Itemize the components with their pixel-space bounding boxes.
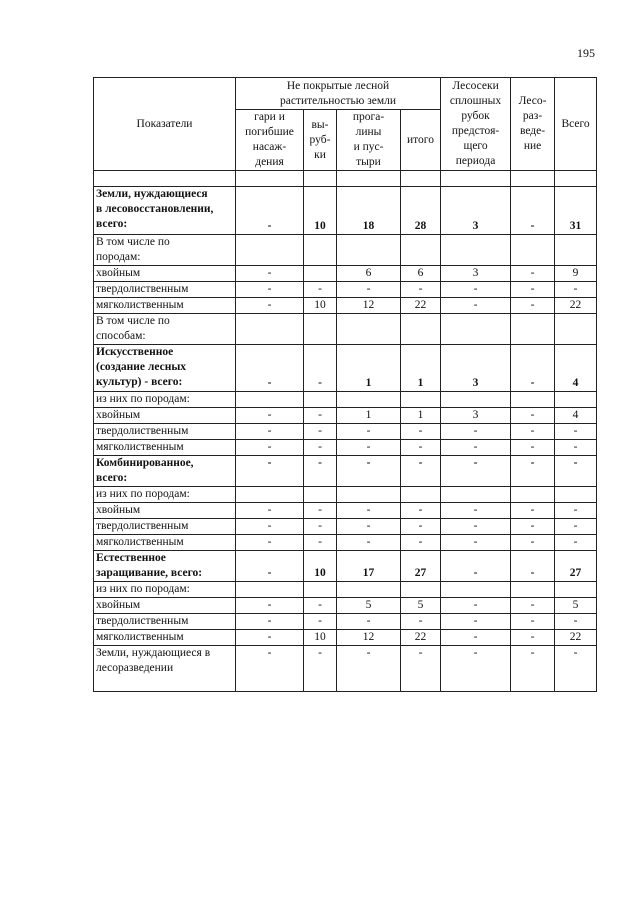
header-subtotal: итого [401,110,441,171]
row-label: твердолиственным [94,519,236,535]
cell-afforestation: - [511,266,555,282]
table-row [94,282,597,298]
cell-subtotal: 22 [401,298,441,314]
cell-burned: - [236,630,304,646]
cell-subtotal: 5 [401,598,441,614]
cell-subtotal: 27 [401,551,441,582]
cell-clearcut [441,314,511,345]
cell-cuttings: - [304,424,337,440]
cell-afforestation: - [511,503,555,519]
cell-glades: 12 [337,298,401,314]
cell-afforestation: - [511,630,555,646]
table-row [94,503,597,519]
cell-total: - [555,440,597,456]
cell-subtotal: - [401,614,441,630]
cell-clearcut: - [441,614,511,630]
cell-glades: - [337,535,401,551]
cell-burned: - [236,535,304,551]
cell-afforestation [511,582,555,598]
cell-cuttings: - [304,345,337,392]
cell-burned: - [236,345,304,392]
cell-cuttings: - [304,440,337,456]
spacer-cell [401,171,441,187]
cell-clearcut: - [441,646,511,692]
cell-afforestation: - [511,408,555,424]
cell-afforestation: - [511,282,555,298]
cell-total: - [555,456,597,487]
cell-clearcut: - [441,551,511,582]
spacer-cell [511,171,555,187]
table-row [94,424,597,440]
table-row [94,456,597,487]
cell-subtotal: - [401,424,441,440]
row-label: мягколиственным [94,298,236,314]
cell-burned: - [236,456,304,487]
cell-subtotal: - [401,456,441,487]
cell-subtotal: 1 [401,408,441,424]
cell-subtotal [401,392,441,408]
cell-burned: - [236,187,304,235]
table-row [94,535,597,551]
header-total: Всего [555,78,597,171]
cell-glades: 5 [337,598,401,614]
table-row [94,235,597,266]
page-number: 195 [577,46,595,60]
cell-cuttings: - [304,598,337,614]
cell-total [555,235,597,266]
table-row [94,187,597,235]
cell-glades: 1 [337,345,401,392]
cell-cuttings: - [304,614,337,630]
cell-glades: - [337,282,401,298]
cell-total: - [555,503,597,519]
cell-burned: - [236,424,304,440]
cell-total: - [555,282,597,298]
cell-afforestation: - [511,298,555,314]
table-row [94,298,597,314]
cell-burned: - [236,408,304,424]
cell-burned: - [236,614,304,630]
cell-burned: - [236,440,304,456]
cell-clearcut [441,235,511,266]
row-label: Земли, нуждающиеся в лесоразведении [94,646,236,692]
cell-total: 31 [555,187,597,235]
cell-cuttings [304,582,337,598]
header-clearcut-areas: Лесосеки сплошных рубок предстоя- щего периода [441,78,511,171]
table-row [94,392,597,408]
cell-clearcut: 3 [441,187,511,235]
table-row [94,519,597,535]
cell-cuttings [304,235,337,266]
cell-subtotal: - [401,519,441,535]
cell-total: 22 [555,298,597,314]
cell-burned: - [236,298,304,314]
cell-glades: 18 [337,187,401,235]
cell-total [555,314,597,345]
cell-cuttings: - [304,646,337,692]
cell-subtotal: - [401,440,441,456]
table-row [94,487,597,503]
cell-burned [236,582,304,598]
cell-subtotal: - [401,503,441,519]
row-label: мягколиственным [94,440,236,456]
cell-afforestation: - [511,440,555,456]
row-label: В том числе по способам: [94,314,236,345]
cell-subtotal [401,314,441,345]
cell-clearcut: - [441,298,511,314]
cell-afforestation [511,392,555,408]
table-row [94,440,597,456]
cell-burned: - [236,266,304,282]
cell-cuttings: - [304,535,337,551]
cell-glades: - [337,456,401,487]
cell-total [555,487,597,503]
table-row [94,345,597,392]
cell-clearcut [441,392,511,408]
cell-cuttings: 10 [304,630,337,646]
row-label: Искусственное (создание лесных культур) - всего: [94,345,236,392]
cell-cuttings: - [304,519,337,535]
cell-subtotal [401,487,441,503]
row-label: хвойным [94,598,236,614]
forest-restoration-table [93,77,597,692]
row-label: хвойным [94,408,236,424]
cell-glades: - [337,440,401,456]
table-row [94,408,597,424]
cell-cuttings: - [304,408,337,424]
cell-clearcut: - [441,535,511,551]
cell-afforestation: - [511,646,555,692]
table-row [94,314,597,345]
cell-burned: - [236,503,304,519]
table-row [94,582,597,598]
cell-subtotal: - [401,282,441,298]
cell-total: 9 [555,266,597,282]
table-row [94,598,597,614]
spacer-cell [94,171,236,187]
cell-cuttings [304,266,337,282]
row-label: из них по породам: [94,392,236,408]
cell-subtotal: 6 [401,266,441,282]
cell-subtotal [401,235,441,266]
cell-clearcut: - [441,440,511,456]
cell-afforestation: - [511,535,555,551]
row-label: из них по породам: [94,582,236,598]
cell-total: 4 [555,408,597,424]
cell-cuttings: - [304,282,337,298]
row-label: твердолиственным [94,282,236,298]
cell-afforestation [511,314,555,345]
cell-glades [337,392,401,408]
cell-glades: 12 [337,630,401,646]
cell-cuttings: - [304,456,337,487]
cell-afforestation: - [511,598,555,614]
cell-afforestation: - [511,551,555,582]
cell-total: 22 [555,630,597,646]
cell-clearcut: 3 [441,345,511,392]
cell-afforestation [511,235,555,266]
cell-glades: 17 [337,551,401,582]
spacer-cell [555,171,597,187]
header-spacer-row [94,171,597,187]
row-label: Естественное заращивание, всего: [94,551,236,582]
cell-glades: - [337,424,401,440]
cell-total: - [555,614,597,630]
cell-total: 4 [555,345,597,392]
cell-subtotal: 1 [401,345,441,392]
cell-cuttings: - [304,503,337,519]
row-label: из них по породам: [94,487,236,503]
header-cuttings: вы- руб- ки [304,110,337,171]
cell-subtotal: 28 [401,187,441,235]
cell-clearcut: - [441,503,511,519]
cell-glades: - [337,503,401,519]
row-label: твердолиственным [94,614,236,630]
cell-total: - [555,424,597,440]
cell-clearcut: - [441,456,511,487]
cell-afforestation: - [511,614,555,630]
row-label: твердолиственным [94,424,236,440]
cell-clearcut: - [441,424,511,440]
table-row [94,266,597,282]
cell-burned: - [236,598,304,614]
cell-afforestation: - [511,424,555,440]
spacer-cell [337,171,401,187]
cell-glades: - [337,519,401,535]
table-row [94,646,597,692]
cell-glades [337,582,401,598]
cell-cuttings [304,314,337,345]
spacer-cell [236,171,304,187]
header-afforestation: Лесо- раз- веде- ние [511,78,555,171]
spacer-cell [441,171,511,187]
cell-cuttings [304,392,337,408]
cell-glades: 6 [337,266,401,282]
cell-glades: - [337,614,401,630]
row-label: хвойным [94,266,236,282]
cell-afforestation [511,487,555,503]
cell-total [555,392,597,408]
cell-clearcut: - [441,630,511,646]
row-label: мягколиственным [94,535,236,551]
header-burned-dead-stands: гари и погибшие насаж- дения [236,110,304,171]
header-glades-wastelands: прога- лины и пус- тыри [337,110,401,171]
cell-total: - [555,535,597,551]
cell-subtotal: - [401,535,441,551]
cell-subtotal: - [401,646,441,692]
cell-total: - [555,646,597,692]
cell-clearcut: 3 [441,408,511,424]
row-label: мягколиственным [94,630,236,646]
table-row [94,614,597,630]
cell-cuttings: 10 [304,298,337,314]
cell-total: 5 [555,598,597,614]
cell-cuttings: 10 [304,187,337,235]
cell-subtotal [401,582,441,598]
cell-afforestation: - [511,345,555,392]
table-row [94,551,597,582]
cell-glades: - [337,646,401,692]
cell-burned: - [236,646,304,692]
cell-clearcut: - [441,282,511,298]
row-label: Земли, нуждающиеся в лесовосстановлении, всего: [94,187,236,235]
header-indicators: Показатели [94,78,236,171]
row-label: хвойным [94,503,236,519]
cell-subtotal: 22 [401,630,441,646]
cell-burned [236,235,304,266]
cell-cuttings [304,487,337,503]
cell-total: 27 [555,551,597,582]
table-row [94,630,597,646]
cell-burned: - [236,551,304,582]
cell-cuttings: 10 [304,551,337,582]
row-label: В том числе по породам: [94,235,236,266]
cell-burned: - [236,282,304,298]
spacer-cell [304,171,337,187]
cell-total: - [555,519,597,535]
cell-clearcut [441,582,511,598]
cell-burned [236,314,304,345]
cell-clearcut [441,487,511,503]
cell-burned [236,487,304,503]
cell-glades: 1 [337,408,401,424]
cell-afforestation: - [511,519,555,535]
cell-burned: - [236,519,304,535]
cell-glades [337,235,401,266]
cell-glades [337,314,401,345]
cell-burned [236,392,304,408]
cell-clearcut: - [441,519,511,535]
cell-total [555,582,597,598]
cell-glades [337,487,401,503]
cell-clearcut: 3 [441,266,511,282]
cell-afforestation: - [511,456,555,487]
header-not-covered-lands: Не покрытые лесной растительностью земли [236,78,441,110]
cell-clearcut: - [441,598,511,614]
row-label: Комбинированное, всего: [94,456,236,487]
cell-afforestation: - [511,187,555,235]
